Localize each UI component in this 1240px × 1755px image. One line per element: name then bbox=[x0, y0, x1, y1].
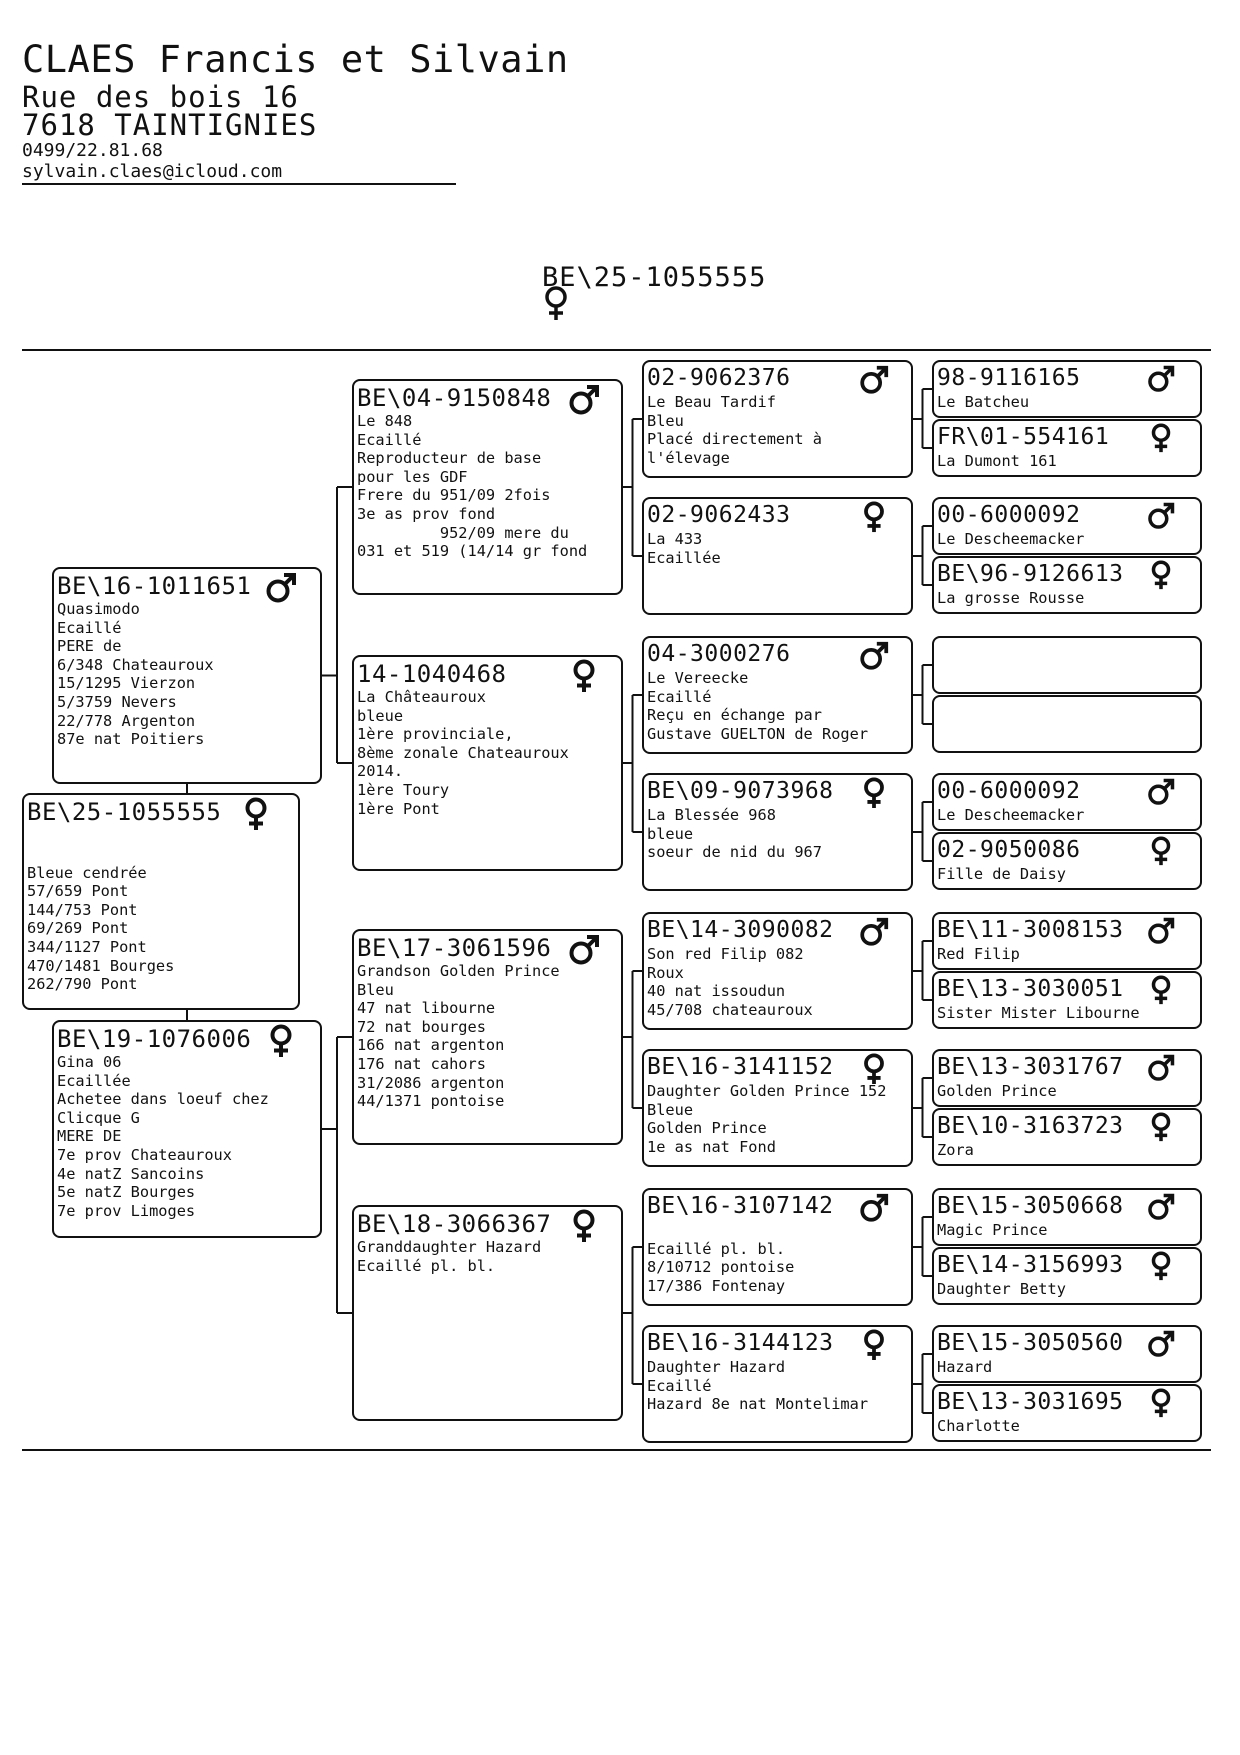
pigeon-details bbox=[937, 452, 1057, 471]
male-symbol-icon bbox=[858, 1192, 890, 1224]
pedigree-card-dd bbox=[352, 1205, 623, 1421]
pedigree-top-rule bbox=[22, 349, 1211, 351]
breeder-email: sylvain.claes@icloud.com bbox=[22, 161, 283, 182]
male-symbol-icon bbox=[567, 933, 601, 967]
detail-line: 17/386 Fontenay bbox=[647, 1276, 786, 1295]
detail-line: bleue bbox=[647, 824, 694, 843]
ring-number: BE\15-3050668 bbox=[937, 1193, 1124, 1219]
pigeon-details bbox=[357, 412, 587, 561]
detail-line: Daughter Hazard bbox=[647, 1358, 786, 1376]
male-symbol-icon bbox=[858, 916, 890, 948]
breeder-street: Rue des bois 16 bbox=[22, 80, 299, 114]
ring-number: BE\13-3031767 bbox=[937, 1054, 1124, 1080]
pedigree-card-sdsd bbox=[932, 695, 1202, 753]
detail-line: Bleue bbox=[647, 1100, 694, 1119]
detail-line: 6/348 Chateauroux bbox=[57, 655, 214, 674]
detail-line: Ecaillé bbox=[57, 618, 122, 637]
pigeon-details bbox=[57, 600, 214, 749]
male-symbol-icon bbox=[858, 640, 890, 672]
detail-line: 72 nat bourges bbox=[357, 1017, 486, 1036]
detail-line: Frere du 951/09 2fois bbox=[357, 486, 551, 505]
ring-number: 00-6000092 bbox=[937, 778, 1081, 804]
pedigree-card-dds bbox=[642, 1188, 913, 1306]
ring-number: FR\01-554161 bbox=[937, 424, 1110, 450]
pigeon-details bbox=[27, 845, 174, 994]
male-symbol-icon bbox=[1146, 364, 1176, 394]
detail-line: Zora bbox=[937, 1141, 974, 1159]
detail-line: 176 nat cahors bbox=[357, 1054, 486, 1073]
detail-line: Ecaillé pl. bl. bbox=[357, 1256, 496, 1275]
detail-line: 952/09 mere du bbox=[357, 523, 569, 542]
female-symbol-icon bbox=[858, 1329, 890, 1361]
ring-number: 02-9050086 bbox=[937, 837, 1081, 863]
detail-line: 8/10712 pontoise bbox=[647, 1258, 795, 1277]
female-symbol-icon bbox=[540, 285, 572, 321]
pigeon-details bbox=[937, 1417, 1020, 1436]
detail-line: 1ère provinciale, bbox=[357, 725, 514, 744]
detail-line: La Blessée 968 bbox=[647, 806, 776, 824]
pedigree-card-dsds bbox=[932, 1049, 1202, 1107]
detail-line: Daughter Golden Prince 152 bbox=[647, 1082, 887, 1100]
male-symbol-icon bbox=[1146, 916, 1176, 946]
breeder-name: CLAES Francis et Silvain bbox=[22, 38, 569, 81]
pigeon-details bbox=[357, 688, 569, 818]
detail-line: 5e natZ Bourges bbox=[57, 1183, 196, 1202]
pigeon-details bbox=[937, 530, 1084, 549]
pigeon-details bbox=[937, 1280, 1066, 1299]
detail-line: Bleu bbox=[647, 411, 684, 430]
pedigree-bottom-rule bbox=[22, 1449, 1211, 1451]
detail-line bbox=[647, 1221, 794, 1240]
detail-line: Magic Prince bbox=[937, 1221, 1048, 1239]
detail-line: Ecaillé bbox=[647, 687, 712, 706]
detail-line: La 433 bbox=[647, 530, 703, 548]
pedigree-card-sdd bbox=[642, 773, 913, 891]
pigeon-details bbox=[937, 945, 1020, 964]
pedigree-card-sds bbox=[642, 636, 913, 754]
female-symbol-icon bbox=[1146, 975, 1176, 1005]
pedigree-card-subject bbox=[22, 793, 300, 1010]
detail-line: Le 848 bbox=[357, 412, 413, 430]
detail-line: La Dumont 161 bbox=[937, 452, 1057, 470]
pigeon-details bbox=[647, 530, 721, 567]
pedigree-card-ddd bbox=[642, 1325, 913, 1443]
pedigree-card-sssd bbox=[932, 419, 1202, 477]
male-symbol-icon bbox=[264, 571, 298, 605]
male-symbol-icon bbox=[1146, 1053, 1176, 1083]
ring-number: BE\14-3090082 bbox=[647, 917, 834, 943]
pedigree-card-sire bbox=[52, 567, 322, 784]
detail-line: 69/269 Pont bbox=[27, 919, 129, 938]
female-symbol-icon bbox=[858, 501, 890, 533]
detail-line: 87e nat Poitiers bbox=[57, 730, 205, 749]
female-symbol-icon bbox=[858, 777, 890, 809]
detail-line: Charlotte bbox=[937, 1417, 1020, 1435]
detail-line: Quasimodo bbox=[57, 600, 140, 618]
detail-line: Bleue cendrée bbox=[27, 863, 147, 882]
ring-number: BE\13-3030051 bbox=[937, 976, 1124, 1002]
pigeon-details bbox=[357, 962, 560, 1111]
pedigree-card-ssdd bbox=[932, 556, 1202, 614]
pigeon-details bbox=[357, 1238, 541, 1275]
pigeon-details bbox=[937, 1082, 1057, 1101]
detail-line: Golden Prince bbox=[937, 1082, 1057, 1100]
female-symbol-icon bbox=[1146, 423, 1176, 453]
pedigree-card-sdss bbox=[932, 636, 1202, 694]
pigeon-details bbox=[937, 1004, 1140, 1023]
detail-line: 1ère Pont bbox=[357, 799, 440, 818]
detail-line: 3e as prov fond bbox=[357, 504, 496, 523]
male-symbol-icon bbox=[858, 364, 890, 396]
detail-line: Roux bbox=[647, 963, 684, 982]
ring-number: BE\10-3163723 bbox=[937, 1113, 1124, 1139]
detail-line: 31/2086 argenton bbox=[357, 1073, 505, 1092]
breeder-phone: 0499/22.81.68 bbox=[22, 140, 163, 161]
pigeon-details bbox=[647, 393, 822, 467]
pedigree-card-ssds bbox=[932, 497, 1202, 555]
detail-line: PERE de bbox=[57, 637, 122, 656]
detail-line: 144/753 Pont bbox=[27, 900, 138, 919]
pedigree-card-sd bbox=[352, 655, 623, 871]
breeder-city: 7618 TAINTIGNIES bbox=[22, 108, 318, 142]
detail-line: Golden Prince bbox=[647, 1119, 767, 1138]
detail-line: Ecaillé bbox=[647, 1376, 712, 1395]
detail-line: Le Batcheu bbox=[937, 393, 1030, 411]
female-symbol-icon bbox=[264, 1024, 298, 1058]
detail-line: 1e as nat Fond bbox=[647, 1137, 776, 1156]
ring-number: 98-9116165 bbox=[937, 365, 1081, 391]
detail-line: Ecaillée bbox=[647, 548, 721, 567]
pedigree-card-dam bbox=[52, 1020, 322, 1238]
detail-line: 1ère Toury bbox=[357, 780, 450, 799]
detail-line: Grandson Golden Prince bbox=[357, 962, 560, 980]
pedigree-card-sdds bbox=[932, 773, 1202, 831]
detail-line: Le Vereecke bbox=[647, 669, 749, 687]
detail-line: Gina 06 bbox=[57, 1053, 122, 1071]
detail-line: Placé directement à bbox=[647, 430, 822, 449]
pedigree-card-dssd bbox=[932, 971, 1202, 1029]
male-symbol-icon bbox=[1146, 1192, 1176, 1222]
pigeon-details bbox=[937, 589, 1084, 608]
pigeon-details bbox=[647, 945, 813, 1019]
detail-line: 40 nat issoudun bbox=[647, 982, 786, 1001]
pedigree-card-sss bbox=[642, 360, 913, 478]
female-symbol-icon bbox=[1146, 836, 1176, 866]
detail-line: 7e prov Chateauroux bbox=[57, 1145, 232, 1164]
detail-line bbox=[27, 845, 174, 864]
detail-line: pour les GDF bbox=[357, 467, 468, 486]
detail-line: MERE DE bbox=[57, 1127, 122, 1146]
pigeon-details bbox=[647, 669, 868, 743]
pigeon-details bbox=[937, 1141, 974, 1160]
detail-line: Sister Mister Libourne bbox=[937, 1004, 1140, 1022]
pedigree-card-ds bbox=[352, 929, 623, 1145]
detail-line: Daughter Betty bbox=[937, 1280, 1066, 1298]
male-symbol-icon bbox=[1146, 777, 1176, 807]
ring-number: BE\25-1055555 bbox=[27, 798, 222, 826]
pigeon-details bbox=[647, 1221, 794, 1295]
detail-line: Hazard 8e nat Montelimar bbox=[647, 1395, 869, 1414]
ring-number: BE\11-3008153 bbox=[937, 917, 1124, 943]
detail-line: La Châteauroux bbox=[357, 688, 486, 706]
ring-number: BE\15-3050560 bbox=[937, 1330, 1124, 1356]
detail-line: Achetee dans loeuf chez bbox=[57, 1090, 269, 1109]
ring-number: BE\16-3107142 bbox=[647, 1193, 834, 1219]
pedigree-card-dsss bbox=[932, 912, 1202, 970]
pedigree-card-ddss bbox=[932, 1188, 1202, 1246]
detail-line: 47 nat libourne bbox=[357, 999, 496, 1018]
pedigree-card-ddds bbox=[932, 1325, 1202, 1383]
pedigree-card-ssss bbox=[932, 360, 1202, 418]
pedigree-card-dddd bbox=[932, 1384, 1202, 1442]
detail-line: 45/708 chateauroux bbox=[647, 1000, 813, 1019]
pedigree-card-ss bbox=[352, 379, 623, 595]
detail-line: La grosse Rousse bbox=[937, 589, 1085, 607]
detail-line: 22/778 Argenton bbox=[57, 711, 196, 730]
ring-number: 02-9062376 bbox=[647, 365, 791, 391]
ring-number: 14-1040468 bbox=[357, 660, 507, 688]
female-symbol-icon bbox=[1146, 1112, 1176, 1142]
female-symbol-icon bbox=[567, 1209, 601, 1243]
detail-line: l'élevage bbox=[647, 448, 730, 467]
detail-line: 44/1371 pontoise bbox=[357, 1092, 505, 1111]
pigeon-details bbox=[647, 1358, 868, 1414]
ring-number: 04-3000276 bbox=[647, 641, 791, 667]
detail-line: Ecaillé bbox=[357, 430, 422, 449]
detail-line: soeur de nid du 967 bbox=[647, 843, 822, 862]
detail-line: 5/3759 Nevers bbox=[57, 692, 177, 711]
pigeon-details bbox=[937, 865, 1066, 884]
pigeon-details bbox=[937, 806, 1084, 825]
ring-number: BE\96-9126613 bbox=[937, 561, 1124, 587]
detail-line: 57/659 Pont bbox=[27, 882, 129, 901]
detail-line: 031 et 519 (14/14 gr fond bbox=[357, 542, 588, 561]
male-symbol-icon bbox=[1146, 501, 1176, 531]
pigeon-details bbox=[647, 806, 822, 862]
detail-line: 15/1295 Vierzon bbox=[57, 674, 196, 693]
detail-line: Son red Filip 082 bbox=[647, 945, 804, 963]
detail-line: 7e prov Limoges bbox=[57, 1201, 196, 1220]
ring-number: BE\19-1076006 bbox=[57, 1025, 252, 1053]
female-symbol-icon bbox=[1146, 560, 1176, 590]
detail-line: Gustave GUELTON de Roger bbox=[647, 724, 869, 743]
detail-line: Ecaillé pl. bl. bbox=[647, 1239, 786, 1258]
pedigree-card-dss bbox=[642, 912, 913, 1030]
ring-number: 02-9062433 bbox=[647, 502, 791, 528]
detail-line: Fille de Daisy bbox=[937, 865, 1066, 883]
detail-line: bleue bbox=[357, 706, 404, 725]
ring-number: BE\14-3156993 bbox=[937, 1252, 1124, 1278]
ring-number: 00-6000092 bbox=[937, 502, 1081, 528]
detail-line: Reçu en échange par bbox=[647, 706, 822, 725]
header-underline bbox=[22, 183, 456, 185]
detail-line: Granddaughter Hazard bbox=[357, 1238, 542, 1256]
pedigree-card-sddd bbox=[932, 832, 1202, 890]
detail-line: Hazard bbox=[937, 1358, 993, 1376]
ring-number: BE\09-9073968 bbox=[647, 778, 834, 804]
detail-line: 470/1481 Bourges bbox=[27, 956, 175, 975]
pedigree-card-ddsd bbox=[932, 1247, 1202, 1305]
pigeon-details bbox=[57, 1053, 269, 1220]
pigeon-details bbox=[937, 393, 1029, 412]
female-symbol-icon bbox=[567, 659, 601, 693]
detail-line: Le Descheemacker bbox=[937, 530, 1085, 548]
detail-line: Red Filip bbox=[937, 945, 1020, 963]
detail-line: 2014. bbox=[357, 762, 404, 781]
female-symbol-icon bbox=[1146, 1388, 1176, 1418]
detail-line: Le Beau Tardif bbox=[647, 393, 776, 411]
male-symbol-icon bbox=[1146, 1329, 1176, 1359]
detail-line: Le Descheemacker bbox=[937, 806, 1085, 824]
ring-number: BE\16-3144123 bbox=[647, 1330, 834, 1356]
subject-ring-title: BE\25-1055555 bbox=[542, 262, 767, 293]
ring-number: BE\13-3031695 bbox=[937, 1389, 1124, 1415]
female-symbol-icon bbox=[858, 1053, 890, 1085]
ring-number: BE\16-1011651 bbox=[57, 572, 252, 600]
detail-line: Reproducteur de base bbox=[357, 449, 542, 468]
detail-line: Ecaillée bbox=[57, 1071, 131, 1090]
ring-number: BE\17-3061596 bbox=[357, 934, 552, 962]
detail-line: Clicque G bbox=[57, 1108, 140, 1127]
pigeon-details bbox=[937, 1221, 1048, 1240]
pedigree-card-dsdd bbox=[932, 1108, 1202, 1166]
detail-line: 4e natZ Sancoins bbox=[57, 1164, 205, 1183]
detail-line: 8ème zonale Chateauroux bbox=[357, 743, 569, 762]
pigeon-details bbox=[647, 1082, 886, 1156]
female-symbol-icon bbox=[239, 797, 273, 831]
detail-line: 262/790 Pont bbox=[27, 975, 138, 994]
detail-line: 344/1127 Pont bbox=[27, 937, 147, 956]
pedigree-card-ssd bbox=[642, 497, 913, 615]
female-symbol-icon bbox=[1146, 1251, 1176, 1281]
ring-number: BE\04-9150848 bbox=[357, 384, 552, 412]
detail-line: 166 nat argenton bbox=[357, 1036, 505, 1055]
pigeon-details bbox=[937, 1358, 992, 1377]
ring-number: BE\16-3141152 bbox=[647, 1054, 834, 1080]
ring-number: BE\18-3066367 bbox=[357, 1210, 552, 1238]
pedigree-card-dsd bbox=[642, 1049, 913, 1167]
detail-line: Bleu bbox=[357, 980, 394, 999]
